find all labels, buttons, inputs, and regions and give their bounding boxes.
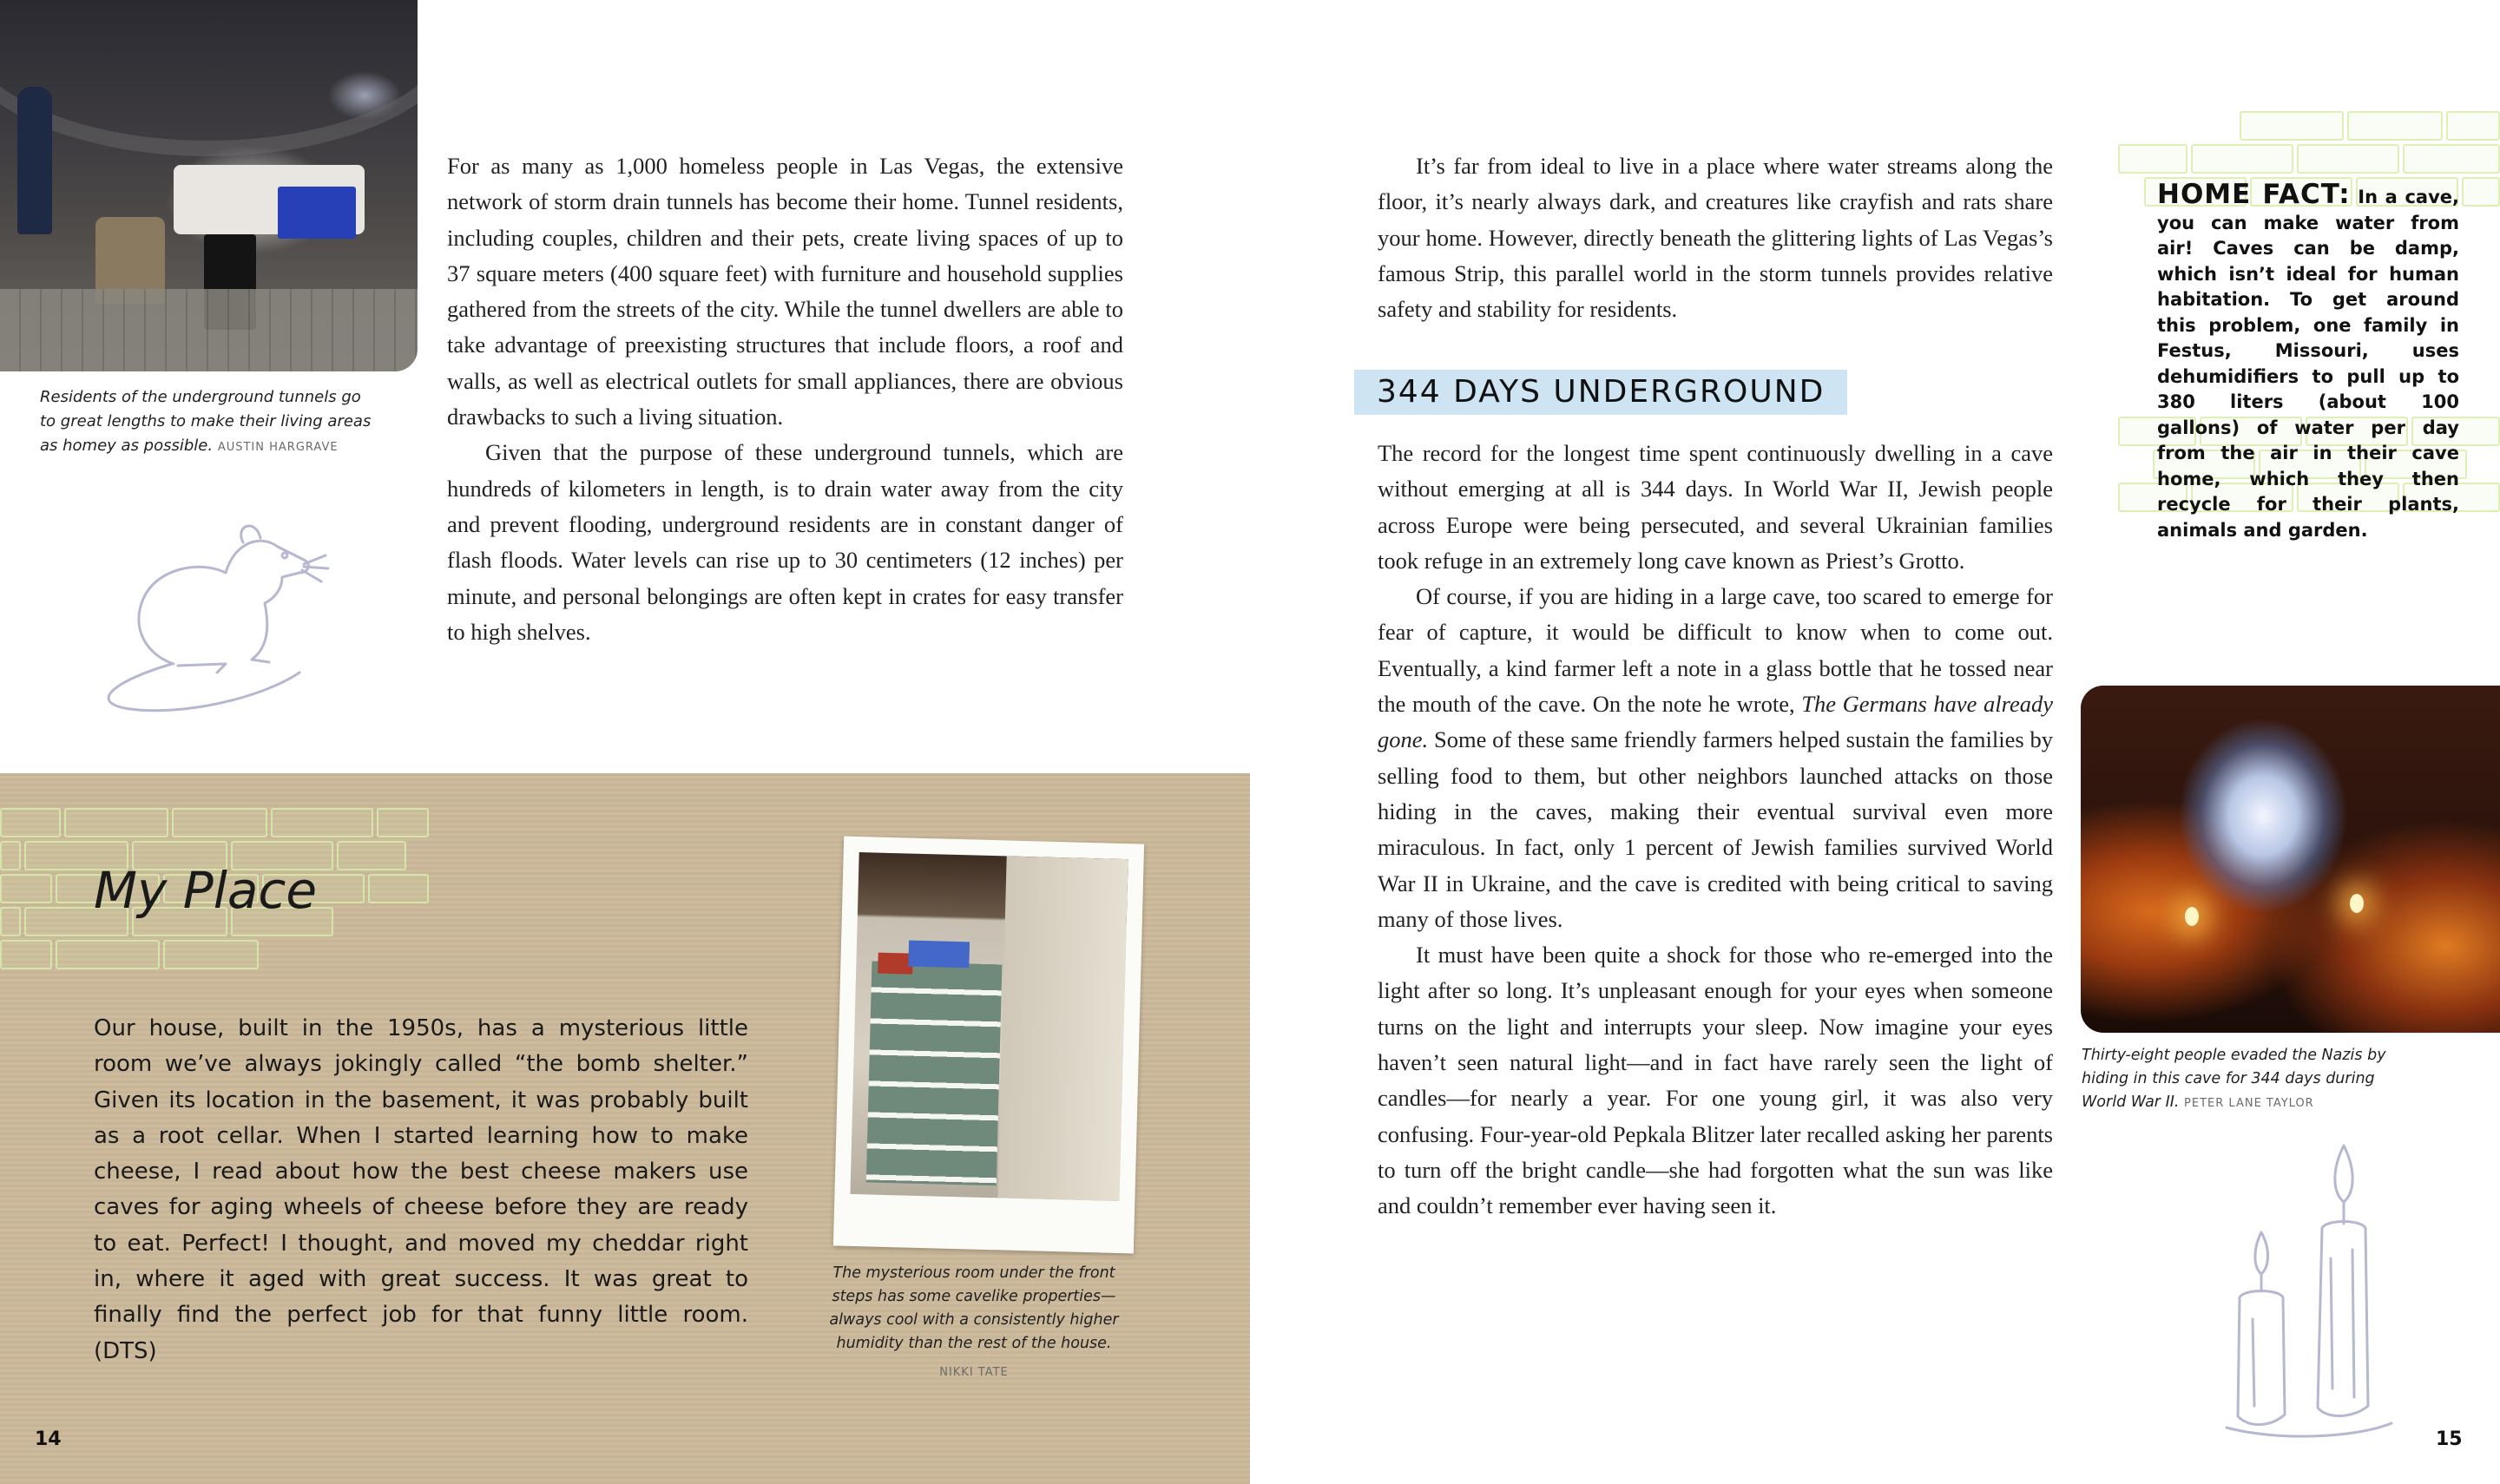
candles-sketch-icon (2222, 1128, 2396, 1449)
bomb-shelter-credit: NIKKI TATE (939, 1366, 1009, 1379)
rat-sketch-icon (95, 508, 356, 716)
left-paragraph-1: For as many as 1,000 homeless people in Las Vegas, the extensive network of storm drain tunnels has become their home. Tunnel residents, including couples, children and their pets, create living spaces of up to 37 square meters (400 square feet) with furniture and household supplies gathered from the streets of the city. While the tunnel dwellers are able to take advantage of preexisting structures that include floors, a roof and walls, as well as electrical outlets for small appliances, there are obvious drawbacks to such a living situation. (447, 153, 1123, 430)
tunnel-photo-credit: AUSTIN HARGRAVE (217, 441, 339, 454)
tunnel-photo-caption: Residents of the underground tunnels go to great lengths to make their living areas as homey as possible. AUSTIN HARGRAVE (40, 388, 372, 455)
left-body-text (447, 148, 1123, 650)
home-fact-text: In a cave, you can make water from air! Caves can be damp, which isn’t ideal for human habitation. To get around this problem, one family in Festus, Missouri, uses dehumidifiers to pull up to 380 liters (about 100 gallons) of water per day from the air in their cave home, which they then recycle for their plants, animals and garden. (2157, 187, 2459, 541)
section-heading: 344 DAYS UNDERGROUND (1354, 370, 1847, 415)
cave-photo-caption: Thirty-eight people evaded the Nazis by hiding in this cave for 344 days during World War II. PETER LANE TAYLOR (2082, 1047, 2386, 1111)
right-paragraph-2: Of course, if you are hiding in a large cave, too scared to emerge for fear of capture, it would be difficult to know when to come out. Eventually, a kind farmer left a note in a glass bottle that he tossed near the mouth of the cave. On the note he wrote, The Germans have already gone. Some of these same friendly farmers helped sustain the families by selling food to them, but other neighbors launched attacks on those hiding in the caves, making their eventual survival even more miraculous. In fact, only 1 percent of Jewish families survived World War II in Ukraine, and the cave is credited with being critical to saving many of those lives. (1378, 583, 2054, 932)
tunnel-photo (0, 0, 418, 371)
bomb-shelter-photo (833, 837, 1144, 1254)
left-paragraph-2: Given that the purpose of these underground tunnels, which are hundreds of kilometers in length, is to drain water away from the city and prevent flooding, underground residents are in constant danger of flash floods. Water levels can rise up to 30 centimeters (12 inches) per minute, and personal belongings are often kept in crates for easy transfer to high shelves. (447, 439, 1123, 645)
home-fact-box (2157, 179, 2459, 543)
my-place-body: Our house, built in the 1950s, has a mysterious little room we’ve always jokingly called “the bomb shelter.” Given its location in the basement, it was probably built as a root cellar. When I started learning how to make cheese, I read about how the best cheese makers use caves for aging wheels of cheese before they are ready to eat. Perfect! I thought, and moved my cheddar right in, where it aged with great success. It was great to finally find the perfect job for that funny little room. (DTS) (94, 1015, 748, 1364)
my-place-title: My Place (94, 861, 318, 920)
right-paragraph-1: The record for the longest time spent continuously dwelling in a cave without emerging at all is 344 days. In World War II, Jewish people across Europe were being persecuted, and several Ukrainian families took refuge in an extremely long cave known as Priest’s Grotto. (1378, 440, 2053, 574)
page-number-left: 14 (35, 1428, 62, 1450)
right-body-text (1378, 436, 2053, 1225)
cave-photo (2081, 686, 2500, 1033)
intro-paragraph: It’s far from ideal to live in a place where water streams along the floor, it’s nearly always dark, and creatures like crayfish and rats share your home. However, directly beneath the glittering lights of Las Vegas’s famous Strip, this parallel world in the storm tunnels provides relative safety and stability for residents. (1378, 153, 2053, 323)
bomb-shelter-caption: The mysterious room under the front steps has some cavelike properties—always cool with a consistently higher humidity than the rest of the house. NIKKI TATE (818, 1262, 1130, 1384)
page-number-right: 15 (2436, 1428, 2463, 1450)
note-quote: The Germans have already gone. (1378, 691, 2054, 753)
cave-photo-credit: PETER LANE TAYLOR (2184, 1097, 2314, 1110)
right-paragraph-3: It must have been quite a shock for those who re-emerged into the light after so long. It’s unpleasant enough for your eyes when someone turns on the light and interrupts your sleep. Now imagine your eyes haven’t seen natural light—and in fact have rarely seen the light of candles—for nearly a year. For one young girl, it was also very confusing. Four-year-old Pepkala Blitzer later recalled asking her parents to turn off the bright candle—she had forgotten what the sun was like and couldn’t remember ever having seen it. (1378, 942, 2053, 1219)
home-fact-title: HOME FACT: (2157, 179, 2351, 210)
